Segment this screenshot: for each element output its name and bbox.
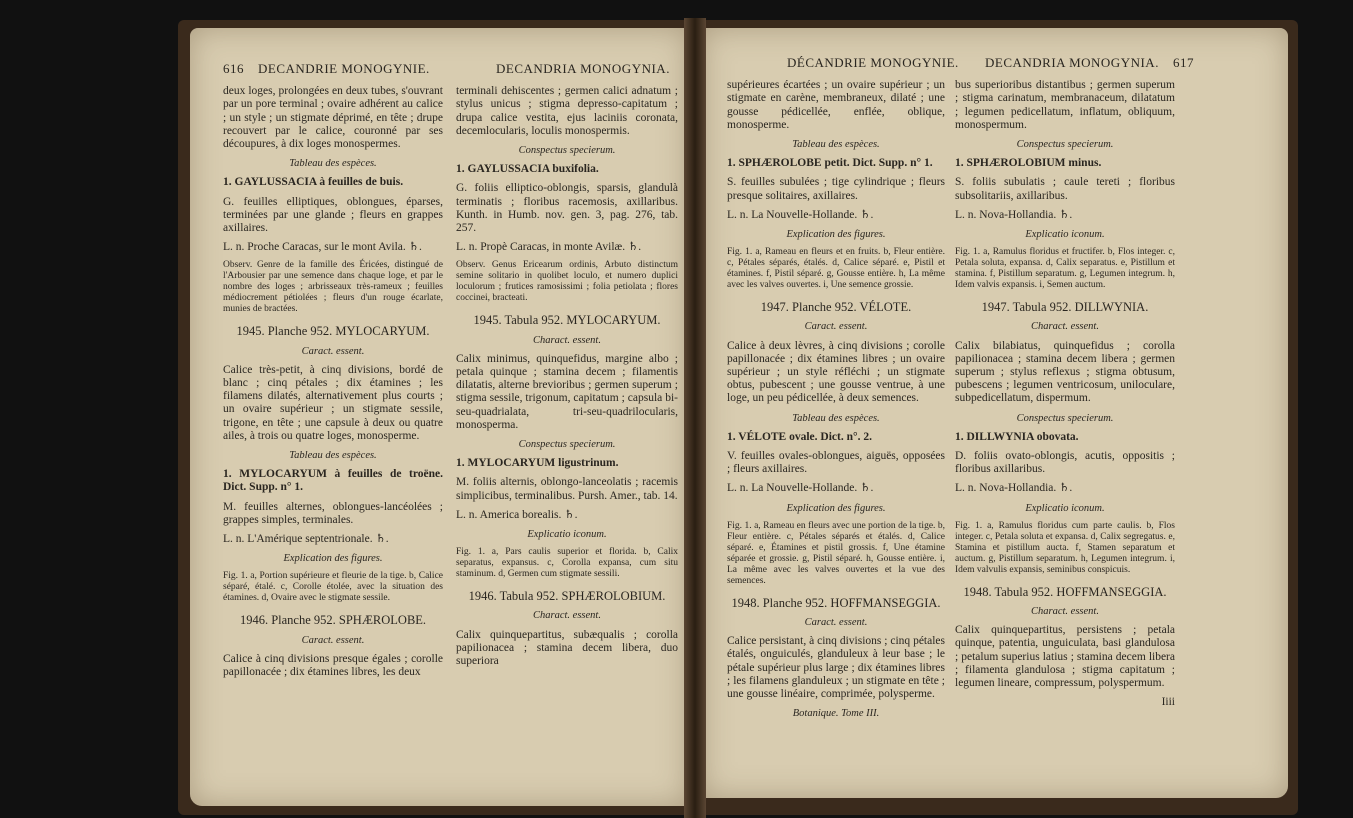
text-block: Tableau des espèces. <box>289 158 377 170</box>
column-616-latin <box>456 0 678 674</box>
text-block: Calix bilabiatus, quinquefidus ; corolla papilionacea ; stamina decem libera ; germen superum ; stylus reflexus ; stigma obtusum, pubescens ; legumen ventricosum, uniloculare, subpedicellatum, dispermum. <box>955 339 1175 405</box>
text-block: Fig. 1. a, Portion supérieure et fleurie de la tige. b, Calice séparé, étalé. c, Corolle étolée, avec la situation des étamines. d, Ovaire avec le stigmate sessile. <box>223 571 443 604</box>
text-block: 1. GAYLUSSACIA buxifolia. <box>456 163 599 176</box>
page-number: 616 <box>223 61 244 76</box>
text-block: Calix quinquepartitus, subæqualis ; corolla papilionacea ; stamina decem libera, duo superiora <box>456 628 678 668</box>
text-block: Calice persistant, à cinq divisions ; cinq pétales étalés, onguiculés, glanduleux à leur base ; le pétale supérieur plus large ; dix étamines libres ; les filamens glanduleux ; un stigmate en tête ; une gousse linéaire, comprimée, polysperme. <box>727 635 945 701</box>
text-block: Fig. 1. a, Ramulus floridus cum parte caulis. b, Flos integer. c, Petala soluta et expansa. d, Calix segregatus. e, Stamina et pistillum aucta. f, Stamen separatum et auctum. g, Pistillum separatum. h, Legumen integrum. i, Idem valvulis expansis, seminibus conspicuis. <box>955 520 1175 575</box>
text-block: Observ. Genus Ericearum ordinis, Arbuto distinctum semine solitario in quolibet loculo, et numero duplici loculorum ; frutices ramosissimi ; folia petiolata ; flores coccinei, bracteati. <box>456 260 678 304</box>
text-block: 1948. Tabula 952. HOFFMANSEGGIA. <box>963 584 1167 599</box>
text-block: Tableau des espèces. <box>792 139 880 151</box>
text-block: Tableau des espèces. <box>289 450 377 462</box>
text-block: S. foliis subulatis ; caule tereti ; floribus subsolitariis, axillaribus. <box>955 176 1175 202</box>
text-block: Calix minimus, quinquefidus, margine albo ; petala quinque ; stamina decem ; filamentis dilatatis, alterne brevioribus ; germen superum ; stigma sessile, trigonum, capitatum ; capsula bi-seu-quadrialata, tri-seu-quadrilocularis, monosperma. <box>456 352 678 431</box>
text-block: L. n. L'Amérique septentrionale. ♄. <box>223 533 389 546</box>
text-block: Explicatio iconum. <box>1025 229 1105 241</box>
text-block: S. feuilles subulées ; tige cylindrique ; fleurs presque solitaires, axillaires. <box>727 176 945 202</box>
text-block: L. n. La Nouvelle-Hollande. ♄. <box>727 208 874 221</box>
page-header <box>985 55 1194 70</box>
text-block: Charact. essent. <box>1031 321 1099 333</box>
text-block: 1946. Planche 952. SPHÆROLOBE. <box>239 613 427 628</box>
text-block: Explicatio iconum. <box>527 529 607 541</box>
text-block: bus superioribus distantibus ; germen superum ; stigma carinatum, membranaceum, dilatatum ; legumen pedicellatum, inflatum, obliquum, monospermum. <box>955 79 1175 131</box>
text-block: G. foliis elliptico-oblongis, sparsis, glandulà terminatis ; floribus racemosis, axillaribus. Kunth. in Humb. nov. gen. 3, pag. 276, tab. 257. <box>456 182 678 235</box>
text-block: Caract. essent. <box>301 634 365 646</box>
column-617-french <box>727 0 959 727</box>
text-block: Charact. essent. <box>533 334 601 346</box>
text-block: Calice à cinq divisions presque égales ; corolle papillonacée ; dix étamines libres, les deux <box>223 652 443 679</box>
text-block: Fig. 1. a, Rameau en fleurs avec une portion de la tige. b, Fleur entière. c, Pétales séparés et étalés. d, Calice séparé. e, Étamines et pistil grossis. f, Une étamine séparée et grossie. g, Pistil séparé. h, Gousse entière. i, La même avec les valves ouvertes et la vue des semences. <box>727 520 945 586</box>
text-block: Conspectus specierum. <box>518 439 616 451</box>
text-block: L. n. America borealis. ♄. <box>456 508 578 521</box>
text-block: Caract. essent. <box>301 345 365 357</box>
text-block: L. n. Propè Caracas, in monte Avilæ. ♄. <box>456 241 642 254</box>
text-block: V. feuilles ovales-oblongues, aiguës, opposées ; fleurs axillaires. <box>727 450 945 476</box>
text-block: L. n. Nova-Hollandia. ♄. <box>955 482 1073 495</box>
text-block: M. feuilles alternes, oblongues-lancéolées ; grappes simples, terminales. <box>223 500 443 526</box>
text-block: terminali dehiscentes ; germen calici adnatum ; stylus unicus ; stigma depresso-capitatum ; drupa calice vestita, ejus laciniis coronata, decemlocularis, loculis monospermis. <box>456 85 678 137</box>
text-block: 1947. Planche 952. VÉLOTE. <box>760 300 912 315</box>
text-block: 1. GAYLUSSACIA à feuilles de buis. <box>223 176 404 189</box>
page-header <box>496 62 678 75</box>
text-block: 1945. Planche 952. MYLOCARYUM. <box>236 324 430 339</box>
running-title: DECANDRIE MONOGYNIE. <box>258 61 430 76</box>
text-block: Charact. essent. <box>1031 606 1099 618</box>
text-block: Explication des figures. <box>786 229 886 241</box>
text-block: 1. VÉLOTE ovale. Dict. n°. 2. <box>727 430 872 443</box>
text-block: 1. MYLOCARYUM ligustrinum. <box>456 457 619 470</box>
page-header <box>787 55 959 70</box>
text-block: 1945. Tabula 952. MYLOCARYUM. <box>473 313 661 328</box>
text-block: G. feuilles elliptiques, oblongues, éparses, terminées par une glande ; fleurs en grappes axillaires. <box>223 195 443 235</box>
column-616-french <box>223 0 443 685</box>
column-617-latin <box>955 0 1194 716</box>
page-number: 617 <box>1172 55 1194 70</box>
text-block: Conspectus specierum. <box>1016 139 1114 151</box>
text-block: deux loges, prolongées en deux tubes, s'ouvrant par un pore terminal ; ovaire adhérent au calice ; un style ; un stigmate déprimé, en tête ; drupe recouvert par le calice, couronné par ses découpures, à dix loges monospermes. <box>223 85 443 151</box>
text-block: Conspectus specierum. <box>518 145 616 157</box>
text-block: Fig. 1. a, Rameau en fleurs et en fruits. b, Fleur entière. c, Pétales séparés, étalés. d, Calice séparé. e, Pistil et étamines. f, Pistil séparé. g, Gousse entière. h, La même avec les valves ouvertes. i, Une semence grossie. <box>727 247 945 291</box>
text-block: 1. SPHÆROLOBE petit. Dict. Supp. n° 1. <box>727 157 933 170</box>
text-block: L. n. Proche Caracas, sur le mont Avila. ♄. <box>223 241 422 254</box>
text-block: Caract. essent. <box>804 321 868 333</box>
text-block: 1. SPHÆROLOBIUM minus. <box>955 157 1102 170</box>
text-block: 1947. Tabula 952. DILLWYNIA. <box>981 300 1149 315</box>
text-block: M. foliis alternis, oblongo-lanceolatis ; racemis simplicibus, terminalibus. Pursh. Amer., tab. 14. <box>456 476 678 502</box>
running-title: DECANDRIA MONOGYNIA. <box>985 55 1159 70</box>
text-block: Charact. essent. <box>533 610 601 622</box>
text-block: D. foliis ovato-oblongis, acutis, oppositis ; floribus axillaribus. <box>955 450 1175 476</box>
text-block: Explication des figures. <box>283 553 383 565</box>
text-block: 1. MYLOCARYUM à feuilles de troëne. Dict. Supp. n° 1. <box>223 468 443 494</box>
running-title: DÉCANDRIE MONOGYNIE. <box>787 55 959 70</box>
running-title: DECANDRIA MONOGYNIA. <box>496 61 670 76</box>
text-block: 1946. Tabula 952. SPHÆROLOBIUM. <box>468 589 666 604</box>
text-block: Fig. 1. a, Ramulus floridus et fructifer. b, Flos integer. c, Petala soluta, expansa. d, Calix separatus. e, Pistillum et stamina. f, Pistillum separatum. g, Legumen integrum. h, Idem valvis expansis. i, Semen auctum. <box>955 247 1175 291</box>
text-block: Calix quinquepartitus, persistens ; petala quinque, patentia, unguiculata, basi glandulosa ; petalum superius latius ; stamina decem libera ; filamenta glandulosa ; stigma capitatum ; legumen lineare, compressum, polyspermum. <box>955 624 1175 690</box>
text-block: Iiii <box>1161 696 1175 709</box>
page-header <box>223 62 443 75</box>
text-block: Explicatio iconum. <box>1025 502 1105 514</box>
text-block: Conspectus specierum. <box>1016 412 1114 424</box>
text-block: Calice très-petit, à cinq divisions, bordé de blanc ; cinq pétales ; dix étamines ; les filamens dilatés, alternativement plus courts ; un ovaire supérieur ; un stigmate sessile, trigone, en tête ; une capsule à deux ou quatre ailes, à trois ou quatre loges, monosperme. <box>223 363 443 442</box>
text-block: Explication des figures. <box>786 502 886 514</box>
text-block: Calice à deux lèvres, à cinq divisions ; corolle papillonacée ; dix étamines libres ; un ovaire supérieur ; un style réfléchi ; un stigmate obtus, pubescent ; une gousse ventrue, à une loge, un peu pédicellée, à deux semences. <box>727 339 945 405</box>
text-block: L. n. Nova-Hollandia. ♄. <box>955 208 1073 221</box>
text-block: 1. DILLWYNIA obovata. <box>955 430 1079 443</box>
text-block: Caract. essent. <box>804 617 868 629</box>
text-block: Tableau des espèces. <box>792 412 880 424</box>
text-block: Observ. Genre de la famille des Éricées, distingué de l'Arbousier par une semence dans chaque loge, et par le nombre des loges ; arbrisseaux très-rameux ; feuilles médiocrement pétiolées ; fleurs d'un rouge écarlate, munies de bractées. <box>223 260 443 315</box>
text-block: 1948. Planche 952. HOFFMANSEGGIA. <box>731 595 941 610</box>
text-block: Botanique. Tome III. <box>792 708 880 720</box>
book-spine <box>684 18 706 818</box>
text-block: Fig. 1. a, Pars caulis superior et florida. b, Calix separatus, expansus. c, Corolla expansa, cum situ staminum. d, Germen cum stigmate sessili. <box>456 547 678 580</box>
text-block: L. n. La Nouvelle-Hollande. ♄. <box>727 482 874 495</box>
text-block: supérieures écartées ; un ovaire supérieur ; un stigmate en carène, membraneux, dilaté ; une gousse pédicellée, enflée, oblique, monosperme. <box>727 79 945 131</box>
